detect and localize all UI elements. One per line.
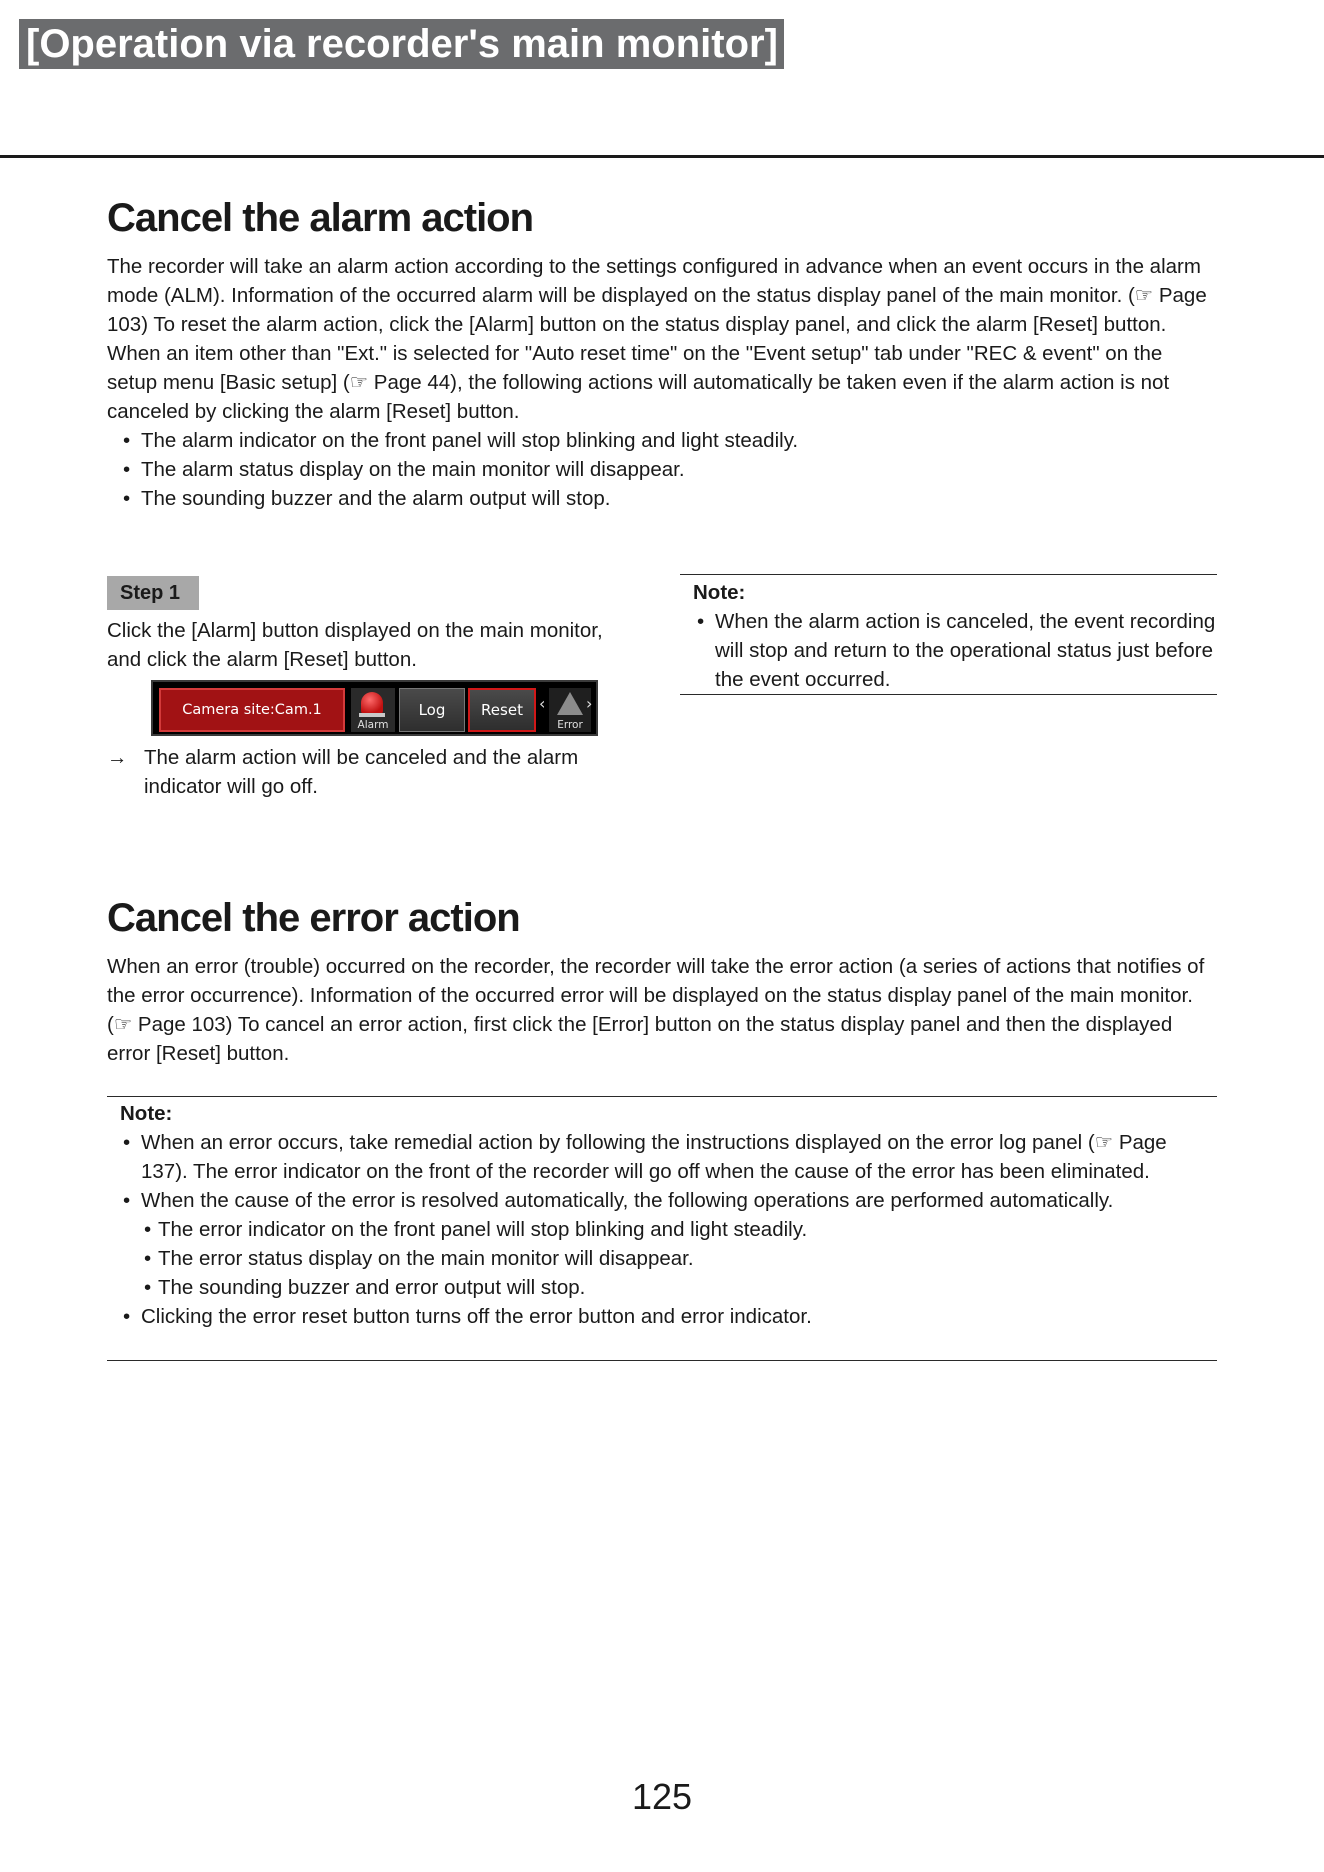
alarm-intro-paragraph-2: When an item other than "Ext." is selected for "Auto reset time" on the "Event setup" tab under "REC & event" on the setup menu [Basic setup] (☞ Page 44), the following actions will automatically be taken even if the alarm action is not canceled by clicking the alarm [Reset] button.	[107, 342, 1170, 423]
error-note	[107, 1096, 1217, 1361]
alarm-note-list	[693, 607, 1217, 694]
alarm-intro-paragraph-1: The recorder will take an alarm action according to the settings configured in advance when an event occurs in the alarm mode (ALM). Information of the occurred alarm will be displayed on the status display panel of the main monitor. (☞ Page 103) To reset the alarm action, click the [Alarm] button on the status display panel, and click the alarm [Reset] button.	[107, 255, 1207, 336]
alarm-button[interactable]	[351, 688, 395, 732]
reset-button[interactable]: Reset	[468, 688, 536, 732]
error-auto-actions-list	[141, 1215, 1217, 1302]
step-1-result	[107, 743, 627, 801]
list-item: • The sounding buzzer and the alarm output will stop.	[107, 484, 1217, 513]
list-item-text: When the cause of the error is resolved automatically, the following operations are performed automatically.	[141, 1189, 1114, 1212]
alarm-note	[680, 574, 1217, 695]
result-text: The alarm action will be canceled and the alarm indicator will go off.	[144, 746, 579, 798]
alarm-auto-actions-list	[107, 426, 1217, 513]
header-rule	[0, 155, 1324, 158]
list-item: • The alarm status display on the main monitor will disappear.	[107, 455, 1217, 484]
list-item: • When the alarm action is canceled, the event recording will stop and return to the operational status just before the event occurred.	[693, 607, 1217, 694]
error-button-label: Error	[557, 719, 583, 731]
alarm-button-label: Alarm	[357, 719, 389, 731]
log-button[interactable]: Log	[399, 688, 465, 732]
list-item	[120, 1186, 1217, 1302]
chevron-right-icon[interactable]: ›	[586, 694, 593, 713]
list-item: • The error status display on the main monitor will disappear.	[141, 1244, 1217, 1273]
chevron-left-icon[interactable]: ‹	[539, 694, 546, 713]
result-arrow-icon: →	[107, 746, 128, 769]
alarm-lamp-icon	[361, 692, 383, 714]
step-1-label: Step 1	[107, 576, 199, 610]
note-title: Note:	[693, 581, 746, 604]
camera-site-display: Camera site:Cam.1	[159, 688, 345, 732]
error-paragraph: When an error (trouble) occurred on the recorder, the recorder will take the error action (a series of actions that notifies of the error occurrence). Information of the occurred error will be displayed on the status display panel of the main monitor. (☞ Page 103) To cancel an error action, first click the [Error] button on the status display panel and then the displayed error [Reset] button.	[107, 955, 1205, 1065]
step-1-text: Click the [Alarm] button displayed on the main monitor, and click the alarm [Reset] button.	[107, 619, 603, 671]
list-item: • Clicking the error reset button turns off the error button and error indicator.	[120, 1302, 1217, 1331]
error-button[interactable]	[549, 688, 591, 732]
list-item: • The sounding buzzer and error output will stop.	[141, 1273, 1217, 1302]
alarm-intro	[107, 252, 1217, 513]
note-title: Note:	[120, 1102, 173, 1125]
list-item: • The error indicator on the front panel will stop blinking and light steadily.	[141, 1215, 1217, 1244]
status-display-panel	[151, 680, 598, 736]
list-item: • When an error occurs, take remedial action by following the instructions displayed on the error log panel (☞ Page 137). The error indicator on the front of the recorder will go off when the cause of the error has been eliminated.	[120, 1128, 1217, 1186]
error-section-title: Cancel the error action	[107, 896, 520, 940]
page-number: 125	[631, 1776, 693, 1817]
alarm-section-title: Cancel the alarm action	[107, 196, 534, 240]
section-header: [Operation via recorder's main monitor]	[19, 19, 784, 69]
warning-triangle-icon	[557, 692, 583, 715]
list-item: • The alarm indicator on the front panel will stop blinking and light steadily.	[107, 426, 1217, 455]
alarm-lamp-base	[359, 713, 385, 717]
error-note-list	[120, 1128, 1217, 1331]
